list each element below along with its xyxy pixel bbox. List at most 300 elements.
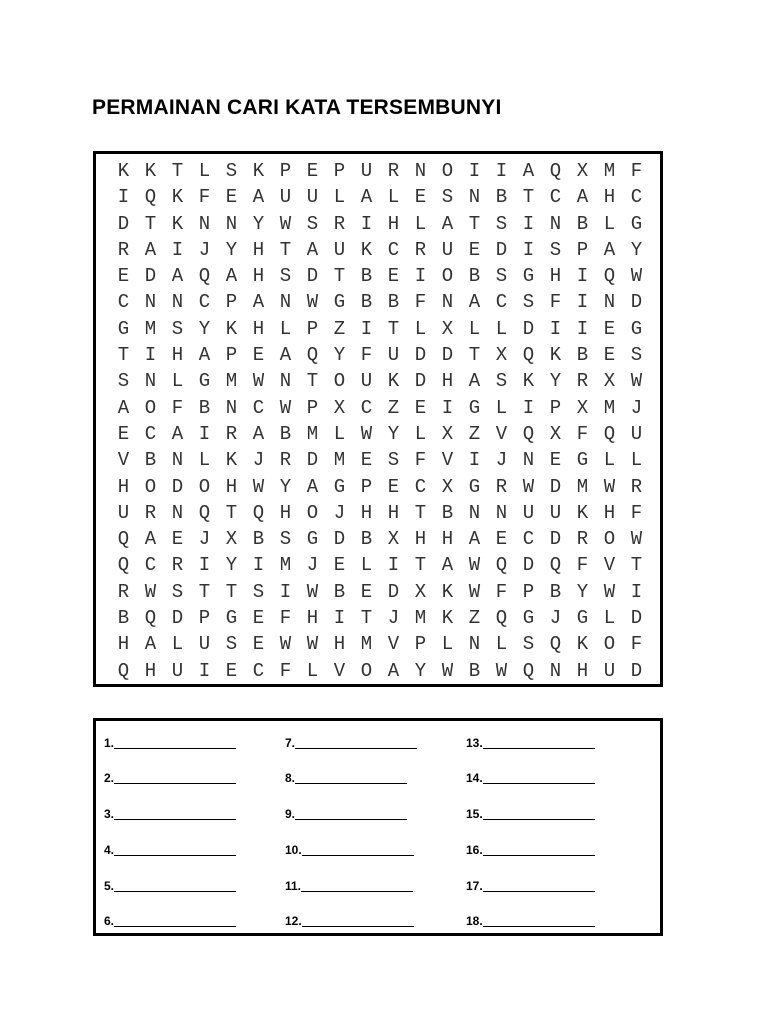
grid-letter: V	[441, 449, 454, 472]
page-title: PERMAINAN CARI KATA TERSEMBUNYI	[92, 96, 502, 119]
grid-letter: I	[576, 291, 589, 314]
grid-letter: M	[414, 607, 427, 630]
grid-letter: T	[198, 580, 211, 603]
grid-letter: A	[279, 344, 292, 367]
grid-letter: N	[522, 449, 535, 472]
answer-line[interactable]	[302, 914, 414, 927]
grid-letter: S	[630, 344, 643, 367]
grid-letter: S	[441, 186, 454, 209]
grid-letter: G	[522, 607, 535, 630]
answer-blank[interactable]	[285, 873, 413, 893]
grid-letter: M	[603, 160, 616, 182]
grid-letter: E	[387, 265, 400, 288]
grid-letter: A	[468, 291, 481, 314]
answer-blank[interactable]	[466, 837, 595, 857]
grid-letter: Q	[495, 554, 508, 577]
grid-letter: Q	[549, 160, 562, 182]
grid-letter: L	[630, 449, 643, 472]
grid-letter: I	[576, 265, 589, 288]
grid-letter: W	[306, 633, 319, 656]
grid-letter: D	[117, 212, 130, 235]
grid-letter: B	[252, 528, 265, 551]
grid-letter: U	[603, 659, 616, 682]
grid-letter: N	[603, 291, 616, 314]
answer-number: 9.	[285, 807, 296, 821]
answer-line[interactable]	[483, 736, 595, 749]
grid-letter: N	[495, 501, 508, 524]
grid-letter: K	[441, 580, 454, 603]
grid-letter: B	[576, 344, 589, 367]
grid-letter: F	[198, 186, 211, 209]
grid-letter: A	[441, 212, 454, 235]
grid-letter: L	[414, 317, 427, 340]
grid-letter: P	[279, 160, 292, 182]
answer-line[interactable]	[483, 807, 595, 820]
grid-letter: H	[441, 528, 454, 551]
grid-letter: K	[360, 238, 373, 261]
grid-letter: R	[144, 501, 157, 524]
grid-letter: R	[225, 422, 238, 445]
answer-blank[interactable]	[466, 908, 595, 928]
grid-letter: J	[630, 396, 643, 419]
grid-letter: G	[468, 475, 481, 498]
grid-letter: H	[576, 659, 589, 682]
answer-blank[interactable]	[285, 837, 414, 857]
grid-letter: G	[576, 449, 589, 472]
grid-letter: I	[360, 317, 373, 340]
grid-letter: H	[306, 607, 319, 630]
grid-letter: K	[225, 449, 238, 472]
grid-letter: L	[495, 633, 508, 656]
grid-letter: B	[441, 501, 454, 524]
answer-line[interactable]	[114, 807, 236, 820]
grid-letter: A	[468, 528, 481, 551]
grid-letter: Q	[117, 659, 130, 682]
grid-letter: P	[198, 607, 211, 630]
grid-letter: H	[387, 501, 400, 524]
grid-letter: W	[630, 265, 643, 288]
grid-letter: S	[495, 265, 508, 288]
grid-letter: L	[495, 396, 508, 419]
grid-letter: I	[198, 659, 211, 682]
answer-line[interactable]	[114, 771, 236, 784]
answer-number: 5.	[104, 879, 115, 893]
grid-letter: M	[225, 370, 238, 393]
grid-letter: H	[360, 501, 373, 524]
grid-letter: W	[144, 580, 157, 603]
grid-letter: I	[549, 317, 562, 340]
grid-letter: X	[549, 422, 562, 445]
grid-letter: W	[360, 422, 373, 445]
grid-letter: T	[279, 238, 292, 261]
grid-letter: N	[441, 291, 454, 314]
grid-letter: D	[441, 344, 454, 367]
grid-letter: B	[144, 449, 157, 472]
answer-blank[interactable]	[285, 801, 407, 821]
grid-letter: I	[495, 160, 508, 182]
grid-letter: Q	[198, 501, 211, 524]
grid-letter: E	[333, 554, 346, 577]
grid-letter: C	[144, 554, 157, 577]
grid-letter: N	[549, 212, 562, 235]
grid-letter: D	[630, 291, 643, 314]
grid-letter: I	[387, 554, 400, 577]
grid-letter: Z	[333, 317, 346, 340]
grid-letter: X	[441, 317, 454, 340]
grid-letter: S	[495, 370, 508, 393]
grid-letter: S	[522, 291, 535, 314]
grid-letter: Q	[549, 633, 562, 656]
grid-letter: L	[414, 422, 427, 445]
answer-line[interactable]	[483, 771, 595, 784]
grid-letter: P	[414, 633, 427, 656]
grid-letter: B	[117, 607, 130, 630]
grid-letter: X	[576, 396, 589, 419]
grid-letter: O	[441, 160, 454, 182]
grid-letter: E	[603, 344, 616, 367]
grid-letter: C	[387, 238, 400, 261]
grid-letter: D	[630, 659, 643, 682]
grid-letter: C	[522, 528, 535, 551]
grid-letter: B	[387, 291, 400, 314]
grid-letter: A	[306, 475, 319, 498]
grid-letter: P	[360, 475, 373, 498]
grid-letter: P	[306, 317, 319, 340]
grid-letter: H	[252, 238, 265, 261]
grid-letter: L	[387, 186, 400, 209]
grid-letter: M	[576, 475, 589, 498]
grid-letter: Q	[252, 501, 265, 524]
grid-letter: P	[522, 580, 535, 603]
grid-letter: M	[306, 422, 319, 445]
grid-letter: E	[387, 475, 400, 498]
grid-letter: A	[144, 633, 157, 656]
answer-blank[interactable]	[466, 765, 595, 785]
grid-letter: J	[549, 607, 562, 630]
answer-number: 11.	[285, 879, 302, 893]
grid-letter: A	[117, 396, 130, 419]
grid-letter: G	[630, 212, 643, 235]
grid-letter: R	[117, 238, 130, 261]
answer-number: 10.	[285, 843, 302, 857]
grid-letter: A	[144, 238, 157, 261]
grid-letter: R	[576, 528, 589, 551]
grid-letter: P	[225, 344, 238, 367]
grid-letter: A	[252, 291, 265, 314]
word-search-grid	[110, 158, 650, 684]
grid-letter: I	[198, 422, 211, 445]
grid-letter: N	[549, 659, 562, 682]
grid-letter: O	[144, 396, 157, 419]
grid-letter: D	[171, 607, 184, 630]
grid-letter: X	[387, 528, 400, 551]
grid-letter: P	[549, 396, 562, 419]
grid-letter: M	[603, 396, 616, 419]
grid-letter: W	[279, 396, 292, 419]
grid-letter: M	[360, 633, 373, 656]
grid-letter: K	[171, 212, 184, 235]
grid-letter: L	[360, 554, 373, 577]
grid-letter: E	[468, 238, 481, 261]
grid-letter: W	[441, 659, 454, 682]
grid-letter: G	[576, 607, 589, 630]
grid-letter: S	[171, 317, 184, 340]
grid-letter: I	[414, 265, 427, 288]
grid-letter: A	[171, 265, 184, 288]
grid-letter: E	[225, 659, 238, 682]
grid-letter: R	[630, 475, 643, 498]
answer-number: 6.	[104, 914, 115, 928]
grid-letter: Q	[198, 265, 211, 288]
answer-number: 8.	[285, 771, 296, 785]
answer-line[interactable]	[483, 843, 595, 856]
grid-letter: D	[306, 265, 319, 288]
grid-letter: T	[333, 265, 346, 288]
grid-letter: S	[279, 528, 292, 551]
grid-letter: F	[171, 396, 184, 419]
grid-letter: H	[252, 317, 265, 340]
grid-letter: L	[306, 659, 319, 682]
grid-letter: W	[495, 659, 508, 682]
grid-letter: W	[279, 212, 292, 235]
grid-letter: D	[414, 344, 427, 367]
answer-line[interactable]	[483, 914, 595, 927]
grid-letter: A	[252, 422, 265, 445]
grid-letter: K	[549, 344, 562, 367]
grid-letter: Q	[603, 422, 616, 445]
grid-letter: Y	[225, 238, 238, 261]
grid-letter: Q	[603, 265, 616, 288]
grid-letter: J	[306, 554, 319, 577]
grid-letter: E	[549, 449, 562, 472]
grid-letter: H	[117, 633, 130, 656]
answer-line[interactable]	[295, 807, 407, 820]
answer-line[interactable]	[302, 843, 414, 856]
grid-letter: E	[414, 396, 427, 419]
answer-blank[interactable]	[104, 873, 236, 893]
answer-blank[interactable]	[285, 730, 417, 750]
grid-letter: U	[630, 422, 643, 445]
grid-letter: A	[144, 528, 157, 551]
answer-blank[interactable]	[104, 765, 236, 785]
grid-letter: L	[468, 317, 481, 340]
answer-number: 7.	[285, 736, 296, 750]
grid-letter: L	[495, 317, 508, 340]
grid-letter: T	[468, 344, 481, 367]
answer-line[interactable]	[114, 736, 236, 749]
grid-letter: Q	[495, 607, 508, 630]
grid-letter: B	[549, 580, 562, 603]
grid-letter: Y	[333, 344, 346, 367]
grid-letter: T	[414, 554, 427, 577]
grid-letter: Y	[252, 212, 265, 235]
grid-letter: G	[117, 317, 130, 340]
grid-letter: R	[414, 238, 427, 261]
answer-number: 4.	[104, 843, 115, 857]
grid-letter: U	[171, 659, 184, 682]
grid-letter: Q	[522, 422, 535, 445]
grid-letter: V	[495, 422, 508, 445]
grid-letter: L	[414, 212, 427, 235]
grid-letter: L	[198, 160, 211, 182]
answer-blank[interactable]	[466, 730, 595, 750]
grid-letter: H	[603, 186, 616, 209]
grid-letter: D	[333, 528, 346, 551]
grid-letter: F	[576, 554, 589, 577]
grid-letter: N	[171, 291, 184, 314]
grid-letter: U	[360, 370, 373, 393]
grid-letter: U	[549, 501, 562, 524]
grid-letter: Y	[387, 422, 400, 445]
grid-letter: N	[279, 370, 292, 393]
grid-letter: O	[144, 475, 157, 498]
grid-letter: V	[117, 449, 130, 472]
answer-blank[interactable]	[466, 873, 595, 893]
grid-letter: K	[144, 160, 157, 182]
grid-letter: F	[630, 501, 643, 524]
grid-letter: H	[117, 475, 130, 498]
grid-letter: W	[603, 580, 616, 603]
grid-letter: Q	[144, 186, 157, 209]
grid-letter: I	[171, 238, 184, 261]
grid-letter: C	[414, 475, 427, 498]
grid-letter: K	[576, 633, 589, 656]
grid-letter: X	[414, 580, 427, 603]
grid-letter: P	[576, 238, 589, 261]
answer-line[interactable]	[114, 879, 236, 892]
grid-letter: J	[252, 449, 265, 472]
grid-letter: D	[522, 317, 535, 340]
grid-letter: S	[171, 580, 184, 603]
grid-letter: Y	[630, 238, 643, 261]
grid-letter: T	[144, 212, 157, 235]
grid-letter: D	[495, 238, 508, 261]
grid-letter: Y	[198, 317, 211, 340]
grid-letter: U	[387, 344, 400, 367]
grid-letter: D	[414, 370, 427, 393]
grid-letter: F	[279, 607, 292, 630]
grid-letter: L	[603, 607, 616, 630]
grid-letter: C	[252, 396, 265, 419]
grid-letter: Y	[279, 475, 292, 498]
answer-line[interactable]	[483, 879, 595, 892]
grid-letter: V	[333, 659, 346, 682]
grid-letter: E	[252, 344, 265, 367]
grid-letter: Z	[468, 422, 481, 445]
grid-letter: G	[225, 607, 238, 630]
grid-letter: K	[576, 501, 589, 524]
grid-letter: N	[198, 212, 211, 235]
grid-letter: I	[630, 580, 643, 603]
answer-line[interactable]	[114, 843, 236, 856]
answer-number: 13.	[466, 736, 483, 750]
grid-letter: F	[549, 291, 562, 314]
grid-letter: O	[360, 659, 373, 682]
grid-letter: S	[549, 238, 562, 261]
answer-blank[interactable]	[104, 908, 236, 928]
grid-letter: S	[522, 633, 535, 656]
grid-letter: A	[360, 186, 373, 209]
grid-letter: Y	[225, 554, 238, 577]
grid-letter: N	[225, 212, 238, 235]
grid-letter: W	[252, 475, 265, 498]
grid-letter: G	[306, 528, 319, 551]
grid-letter: H	[333, 633, 346, 656]
grid-letter: I	[333, 607, 346, 630]
grid-letter: A	[576, 186, 589, 209]
grid-letter: S	[225, 160, 238, 182]
grid-letter: C	[495, 291, 508, 314]
answer-number: 18.	[466, 914, 483, 928]
grid-letter: F	[495, 580, 508, 603]
grid-letter: X	[225, 528, 238, 551]
grid-letter: N	[144, 291, 157, 314]
grid-letter: C	[117, 291, 130, 314]
grid-letter: O	[306, 501, 319, 524]
answer-blank[interactable]	[104, 801, 236, 821]
grid-letter: I	[441, 396, 454, 419]
answer-line[interactable]	[114, 914, 236, 927]
grid-letter: I	[117, 186, 130, 209]
grid-letter: Y	[549, 370, 562, 393]
grid-letter: W	[279, 633, 292, 656]
grid-letter: P	[333, 160, 346, 182]
grid-letter: V	[603, 554, 616, 577]
answer-blank[interactable]	[466, 801, 595, 821]
grid-letter: F	[630, 633, 643, 656]
grid-letter: W	[468, 580, 481, 603]
answer-number: 2.	[104, 771, 115, 785]
grid-letter: F	[414, 291, 427, 314]
answer-line[interactable]	[295, 771, 407, 784]
grid-letter: W	[630, 370, 643, 393]
grid-letter: K	[387, 370, 400, 393]
grid-letter: L	[171, 633, 184, 656]
answer-blank[interactable]	[285, 765, 407, 785]
grid-letter: H	[549, 265, 562, 288]
grid-letter: F	[576, 422, 589, 445]
answer-line[interactable]	[301, 879, 413, 892]
grid-letter: B	[198, 396, 211, 419]
grid-letter: R	[387, 160, 400, 182]
grid-letter: T	[414, 501, 427, 524]
answer-blank[interactable]	[104, 730, 236, 750]
grid-letter: B	[468, 265, 481, 288]
grid-letter: Q	[306, 344, 319, 367]
grid-letter: R	[279, 449, 292, 472]
grid-letter: C	[144, 422, 157, 445]
answer-blank[interactable]	[285, 908, 414, 928]
grid-letter: E	[252, 607, 265, 630]
grid-letter: K	[522, 370, 535, 393]
answer-number: 16.	[466, 843, 483, 857]
grid-letter: J	[333, 501, 346, 524]
grid-letter: E	[117, 265, 130, 288]
grid-letter: N	[414, 160, 427, 182]
answer-blank[interactable]	[104, 837, 236, 857]
grid-letter: Q	[522, 659, 535, 682]
grid-letter: D	[171, 475, 184, 498]
grid-letter: E	[414, 186, 427, 209]
grid-letter: Y	[576, 580, 589, 603]
grid-letter: Q	[117, 554, 130, 577]
answer-number: 1.	[104, 736, 115, 750]
answer-line[interactable]	[295, 736, 417, 749]
grid-letter: E	[306, 160, 319, 182]
grid-letter: T	[630, 554, 643, 577]
grid-letter: H	[252, 265, 265, 288]
grid-letter: X	[603, 370, 616, 393]
